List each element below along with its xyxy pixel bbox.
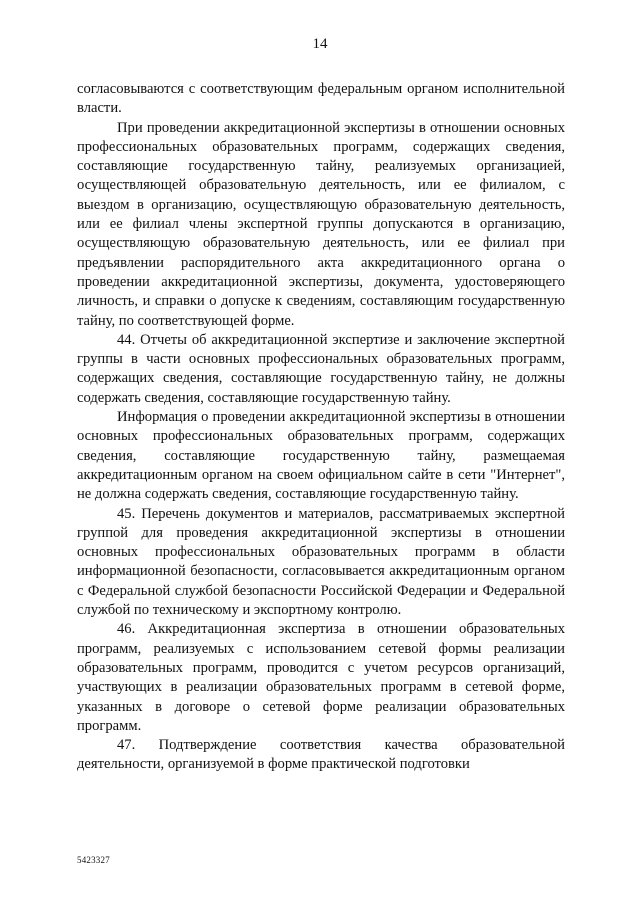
paragraph-item-46: 46. Аккредитационная экспертиза в отношении образовательных программ, реализуемых с использованием сетевой формы реализации образовательных программ, проводится с учетом ресурсов организаций, участвующих в реализации образовательных программ в сетевой форме, указанных в договоре о сетевой форме реализации образовательных программ. xyxy=(77,621,565,734)
paragraph-state-secret-access: При проведении аккредитационной экспертизы в отношении основных профессиональных образовательных программ, содержащих сведения, составляющие государственную тайну, реализуемых организацией, осуществляющей образовательную деятельность, или ее филиалом, с выездом в организацию, осуществляющую образовательную деятельность, или ее филиал члены экспертной группы допускаются в организацию, осуществляющую образовательную деятельность, или ее филиал при предъявлении распорядительного акта аккредитационного органа о проведении аккредитационной экспертизы, документа, удостоверяющего личность, и справки о допуске к сведениям, составляющим государственную тайну, по соответствующей форме. xyxy=(77,119,565,329)
paragraph-website-info: Информация о проведении аккредитационной экспертизы в отношении основных профессиональных образовательных программ, содержащих сведения, составляющие государственную тайну, размещаемая аккредитационным органом на своем официальном сайте в сети "Интернет", не должна содержать сведения, составляющие государственную тайну. xyxy=(77,409,565,503)
document-code: 5423327 xyxy=(77,855,110,865)
paragraph-item-44: 44. Отчеты об аккредитационной экспертизе и заключение экспертной группы в части основных профессиональных образовательных программ, содержащих сведения, составляющие государственную тайну, не должны содержать сведения, составляющие государственную тайну. xyxy=(77,331,565,406)
page-number: 14 xyxy=(312,36,328,52)
paragraph-item-45: 45. Перечень документов и материалов, рассматриваемых экспертной группой для проведения аккредитационной экспертизы в отношении основных профессиональных образовательных программ в области информационной безопасности, согласовывается аккредитационным органом с Федеральной службой безопасности Российской Федерации и Федеральной службой по техническому и экспортному контролю. xyxy=(77,505,565,619)
paragraph-item-47: 47. Подтверждение соответствия качества образовательной деятельности, организуемой в форме практической подготовки xyxy=(77,737,565,773)
paragraph-continuation: согласовываются с соответствующим федеральным органом исполнительной власти. xyxy=(77,81,565,117)
document-body xyxy=(77,80,565,775)
